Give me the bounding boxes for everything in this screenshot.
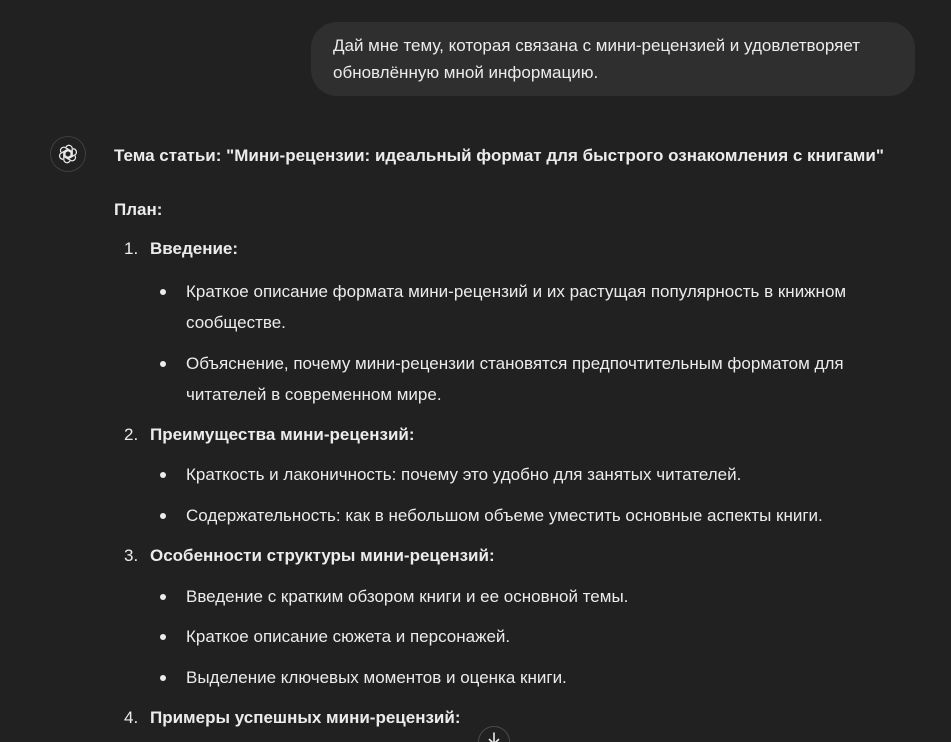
section-number: 1.	[124, 239, 139, 258]
section-heading: Преимущества мини-рецензий:	[150, 425, 415, 444]
list-item-text: Содержательность: как в небольшом объеме уместить основные аспекты книги.	[186, 506, 823, 525]
arrow-down-icon	[487, 732, 501, 742]
bullet-icon	[160, 513, 166, 519]
list-item-text: Объяснение, почему мини-рецензии становятся предпочтительным форматом для читателей в современном мире.	[186, 354, 844, 404]
openai-logo-icon	[57, 143, 79, 165]
list-item-text: Краткое описание формата мини-рецензий и их растущая популярность в книжном сообществе.	[186, 282, 847, 332]
list-item-text: Введение с кратким обзором книги и ее основной темы.	[186, 587, 629, 606]
section-number: 3.	[124, 546, 139, 565]
section-heading: Введение:	[150, 239, 239, 258]
list-item-text: Краткость и лаконичность: почему это удобно для занятых читателей.	[186, 465, 742, 484]
bullet-icon	[160, 361, 166, 367]
assistant-avatar	[50, 136, 86, 172]
article-title: Тема статьи: "Мини-рецензии: идеальный формат для быстрого ознакомления с книгами"	[114, 146, 884, 165]
user-message-text: Дай мне тему, которая связана с мини-рецензией и удовлетворяет обновлённую мной информацию.	[333, 36, 860, 82]
scroll-to-bottom-button[interactable]	[478, 726, 510, 742]
bullet-icon	[160, 289, 166, 295]
list-item-text: Краткое описание сюжета и персонажей.	[186, 627, 511, 646]
bullet-icon	[160, 634, 166, 640]
bullet-icon	[160, 472, 166, 478]
section-heading: Примеры успешных мини-рецензий:	[150, 708, 461, 727]
section-number: 2.	[124, 425, 139, 444]
plan-label: План:	[114, 200, 163, 219]
list-item-text: Выделение ключевых моментов и оценка книги.	[186, 668, 567, 687]
section-heading: Особенности структуры мини-рецензий:	[150, 546, 495, 565]
section-number: 4.	[124, 708, 139, 727]
bullet-icon	[160, 594, 166, 600]
bullet-icon	[160, 675, 166, 681]
user-message-bubble	[311, 22, 915, 96]
